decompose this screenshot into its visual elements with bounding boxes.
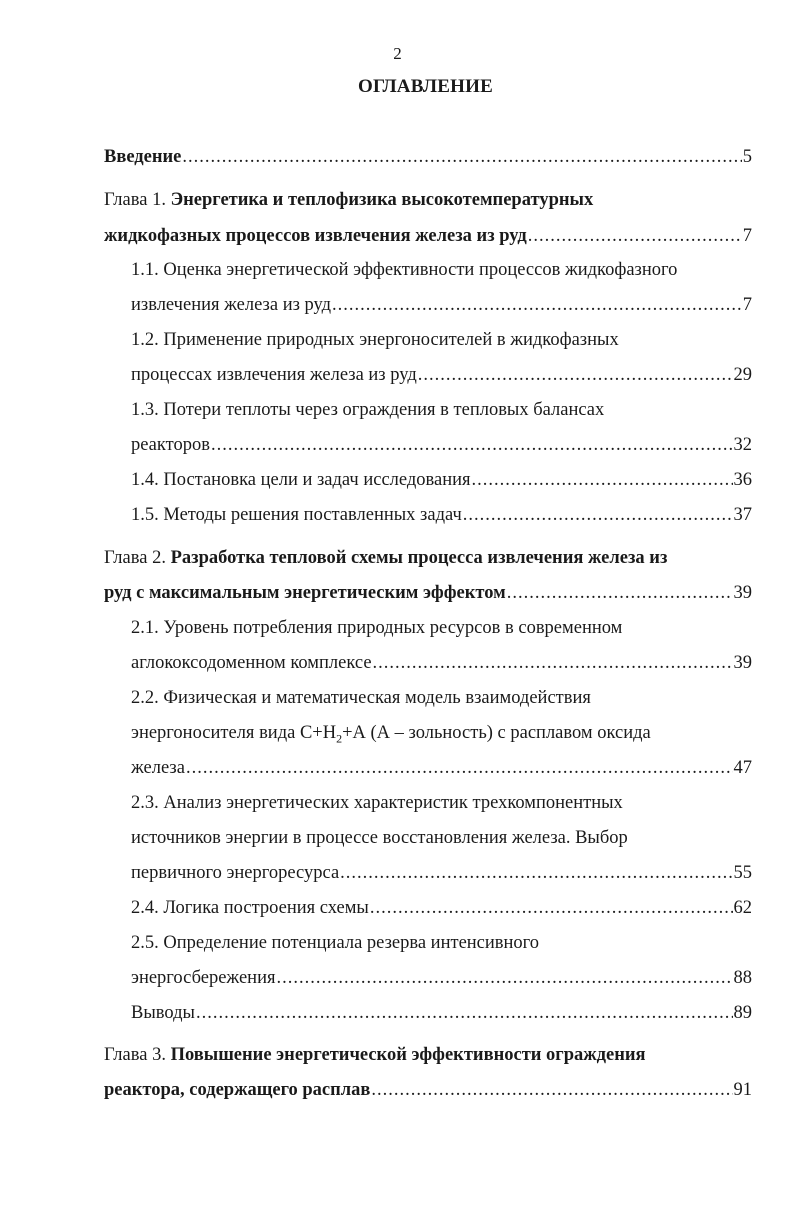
toc-page-number: 7: [742, 295, 752, 315]
dot-leader: [373, 651, 733, 675]
dot-leader: [528, 224, 742, 248]
dot-leader: [370, 896, 733, 920]
section-title: аглококсодоменном комплексе: [131, 653, 372, 673]
toc-section-2-3-line2[interactable]: источников энергии в процессе восстановления железа. Выбор: [131, 828, 628, 848]
dot-leader: [332, 293, 742, 317]
page-number: 2: [393, 44, 402, 63]
toc-page-number: 32: [733, 435, 752, 455]
section-title: извлечения железа из руд: [131, 295, 332, 315]
subscript: 2: [336, 731, 343, 746]
chapter-prefix: Глава 3.: [104, 1045, 166, 1065]
section-title: Выводы: [131, 1003, 195, 1023]
toc-page-number: 62: [733, 898, 752, 918]
toc-entry-section-2-3[interactable]: [131, 861, 752, 885]
dot-leader: [211, 433, 733, 457]
toc-entry-intro[interactable]: [104, 145, 752, 169]
toc-section-2-2-line2[interactable]: [131, 721, 651, 751]
toc-intro-label: Введение: [104, 147, 182, 167]
dot-leader: [276, 966, 732, 990]
toc-entry-chapter-2[interactable]: [104, 581, 752, 605]
dot-leader: [507, 581, 733, 605]
toc-entry-section-2-5[interactable]: [131, 966, 752, 990]
toc-entry-chapter-3[interactable]: [104, 1078, 752, 1102]
toc-page-number: 39: [733, 583, 752, 603]
toc-section-1-2-line1[interactable]: 1.2. Применение природных энергоносителей в жидкофазных: [131, 330, 619, 350]
chapter-title: Энергетика и теплофизика высокотемпературных: [170, 190, 594, 210]
section-title: первичного энергоресурса: [131, 863, 340, 883]
dot-leader: [186, 756, 733, 780]
toc-entry-conclusions[interactable]: [131, 1001, 752, 1025]
toc-page-number: 39: [733, 653, 752, 673]
dot-leader: [196, 1001, 733, 1025]
toc-page-number: 89: [733, 1003, 752, 1023]
toc-entry-section-1-3[interactable]: [131, 433, 752, 457]
dot-leader: [371, 1078, 732, 1102]
section-title-part: энергоносителя вида С+Н: [131, 723, 337, 743]
toc-entry-section-1-5[interactable]: [131, 503, 752, 527]
toc-chapter-1-heading[interactable]: [104, 188, 593, 212]
toc-page-number: 7: [742, 226, 752, 246]
toc-entry-section-2-1[interactable]: [131, 651, 752, 675]
toc-chapter-3-heading[interactable]: [104, 1043, 646, 1067]
section-title: энергосбережения: [131, 968, 276, 988]
toc-section-2-5-line1[interactable]: 2.5. Определение потенциала резерва интенсивного: [131, 933, 540, 953]
toc-entry-section-2-4[interactable]: [131, 896, 752, 920]
toc-page-number: 91: [733, 1080, 752, 1100]
toc-chapter-2-heading[interactable]: [104, 546, 667, 570]
toc-entry-section-1-2[interactable]: [131, 363, 752, 387]
chapter-title: реактора, содержащего расплав: [104, 1080, 371, 1100]
toc-section-2-1-line1[interactable]: 2.1. Уровень потребления природных ресурсов в современном: [131, 618, 623, 638]
dot-leader: [182, 145, 741, 169]
toc-section-1-1-line1[interactable]: 1.1. Оценка энергетической эффективности процессов жидкофазного: [131, 260, 678, 280]
chapter-title: Разработка тепловой схемы процесса извлечения железа из: [170, 548, 668, 568]
chapter-title: руд с максимальным энергетическим эффектом: [104, 583, 506, 603]
toc-page-number: 29: [733, 365, 752, 385]
toc-page-number: 55: [733, 863, 752, 883]
toc-section-2-3-line1[interactable]: 2.3. Анализ энергетических характеристик трехкомпонентных: [131, 793, 623, 813]
toc-entry-section-2-2[interactable]: [131, 756, 752, 780]
toc-page-number: 47: [733, 758, 752, 778]
chapter-title: Повышение энергетической эффективности ограждения: [170, 1045, 646, 1065]
toc-section-1-3-line1[interactable]: 1.3. Потери теплоты через ограждения в тепловых балансах: [131, 400, 605, 420]
toc-page-number: 5: [742, 147, 752, 167]
section-title-part: +А (А – зольность) с расплавом оксида: [342, 723, 651, 743]
toc-entry-section-1-4[interactable]: [131, 468, 752, 492]
section-title: железа: [131, 758, 185, 778]
chapter-title: жидкофазных процессов извлечения железа из руд: [104, 226, 527, 246]
section-title: процессах извлечения железа из руд: [131, 365, 417, 385]
dot-leader: [340, 861, 732, 885]
section-title: 1.4. Постановка цели и задач исследования: [131, 470, 471, 490]
section-title: 1.5. Методы решения поставленных задач: [131, 505, 462, 525]
dot-leader: [418, 363, 733, 387]
chapter-prefix: Глава 1.: [104, 190, 166, 210]
toc-page-number: 36: [733, 470, 752, 490]
chapter-prefix: Глава 2.: [104, 548, 166, 568]
page-title: ОГЛАВЛЕНИЕ: [358, 76, 493, 97]
toc-page-number: 37: [733, 505, 752, 525]
dot-leader: [472, 468, 733, 492]
toc-page-number: 88: [733, 968, 752, 988]
section-title: реакторов: [131, 435, 210, 455]
section-title: 2.4. Логика построения схемы: [131, 898, 369, 918]
toc-section-2-2-line1[interactable]: 2.2. Физическая и математическая модель взаимодействия: [131, 688, 591, 708]
dot-leader: [463, 503, 733, 527]
toc-entry-chapter-1[interactable]: [104, 224, 752, 248]
toc-entry-section-1-1[interactable]: [131, 293, 752, 317]
